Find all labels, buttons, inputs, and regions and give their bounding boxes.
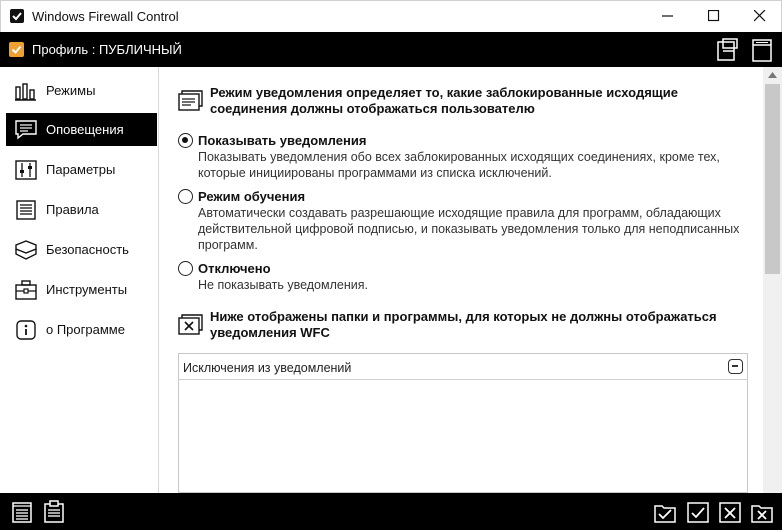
sidebar-item-label: Параметры — [46, 162, 116, 177]
shield-icon — [15, 240, 37, 260]
option-description: Автоматически создавать разрешающие исходящие правила для программ, обладающих действительной цифровой подписью, и показывать уведомления только для неподписанных программ. — [198, 206, 740, 252]
folder-check-icon — [651, 498, 679, 526]
sidebar-item-notifications[interactable] — [6, 113, 157, 146]
sidebar-item-label: Оповещения — [46, 122, 124, 137]
sidebar-item-tools[interactable] — [6, 273, 157, 306]
exclusions-heading: Ниже отображены папки и программы, для которых не должны отображаться уведомления WFC — [210, 309, 717, 340]
vertical-scrollbar[interactable] — [763, 67, 782, 493]
clipboard-button[interactable] — [40, 498, 68, 526]
sidebar-item-rules[interactable] — [6, 193, 157, 226]
window-panel-button[interactable] — [748, 36, 776, 64]
sidebar-item-label: Правила — [46, 202, 99, 217]
option-description: Не показывать уведомления. — [198, 278, 368, 292]
sliders-icon — [15, 160, 37, 180]
remove-button[interactable] — [716, 498, 744, 526]
option-label: Показывать уведомления — [198, 133, 367, 148]
window-title: Windows Firewall Control — [32, 9, 179, 24]
option-label: Режим обучения — [198, 189, 306, 204]
sidebar-item-label: Безопасность — [46, 242, 129, 257]
profile-label: Профиль : ПУБЛИЧНЫЙ — [32, 42, 182, 57]
collapse-minus-icon[interactable] — [728, 359, 743, 374]
close-icon — [754, 10, 766, 22]
x-box-icon — [716, 498, 744, 526]
bottom-bar — [0, 493, 782, 530]
folder-x-icon — [748, 498, 776, 526]
remove-folder-button[interactable] — [748, 498, 776, 526]
notes-button[interactable] — [8, 498, 36, 526]
apply-folder-button[interactable] — [651, 498, 679, 526]
clipboard-icon — [40, 498, 68, 526]
window-layout-button[interactable] — [714, 36, 742, 64]
list-icon — [15, 200, 37, 220]
title-bar — [0, 0, 782, 32]
check-box-icon — [684, 498, 712, 526]
exclusions-icon — [177, 311, 203, 337]
learning-mode-radio[interactable] — [178, 189, 193, 204]
sidebar-item-parameters[interactable] — [6, 153, 157, 186]
sidebar-item-label: Режимы — [46, 83, 96, 98]
exclusions-list-title: Исключения из уведомлений — [183, 361, 352, 375]
notifications-panel — [160, 67, 763, 493]
scrollbar-thumb[interactable] — [765, 84, 780, 274]
profile-bar — [0, 32, 782, 67]
profile-check-icon — [9, 42, 24, 57]
sidebar — [0, 67, 159, 493]
disabled-radio[interactable] — [178, 261, 193, 276]
option-description: Показывать уведомления обо всех заблокированных исходящих соединениях, кроме тех, которые инициированы программами из списка исключений. — [198, 150, 720, 180]
notification-mode-icon — [177, 87, 203, 113]
sidebar-item-about[interactable] — [6, 313, 157, 346]
sidebar-item-modes[interactable] — [6, 74, 157, 107]
apply-button[interactable] — [684, 498, 712, 526]
sidebar-item-label: Инструменты — [46, 282, 128, 297]
notification-mode-heading: Режим уведомления определяет то, какие заблокированные исходящие соединения должны отображаться пользователю — [210, 85, 678, 116]
maximize-button[interactable] — [691, 1, 737, 31]
info-icon — [15, 320, 37, 340]
show-notifications-radio[interactable] — [178, 133, 193, 148]
app-check-icon — [10, 9, 24, 23]
scroll-up-arrow-icon[interactable] — [768, 72, 777, 78]
maximize-icon — [708, 10, 720, 22]
bars-icon — [15, 81, 37, 101]
notification-icon — [15, 120, 37, 140]
option-label: Отключено — [198, 261, 271, 276]
exclusions-list[interactable] — [178, 353, 748, 493]
close-button[interactable] — [737, 1, 782, 31]
minimize-button[interactable] — [645, 1, 691, 31]
sidebar-item-security[interactable] — [6, 233, 157, 266]
exclusions-list-header — [179, 354, 747, 380]
window-stack-icon — [714, 36, 742, 64]
toolbox-icon — [15, 280, 37, 300]
sidebar-item-label: о Программе — [46, 322, 125, 337]
window-panel-icon — [748, 36, 776, 64]
document-lines-icon — [8, 498, 36, 526]
minimize-icon — [662, 10, 674, 22]
